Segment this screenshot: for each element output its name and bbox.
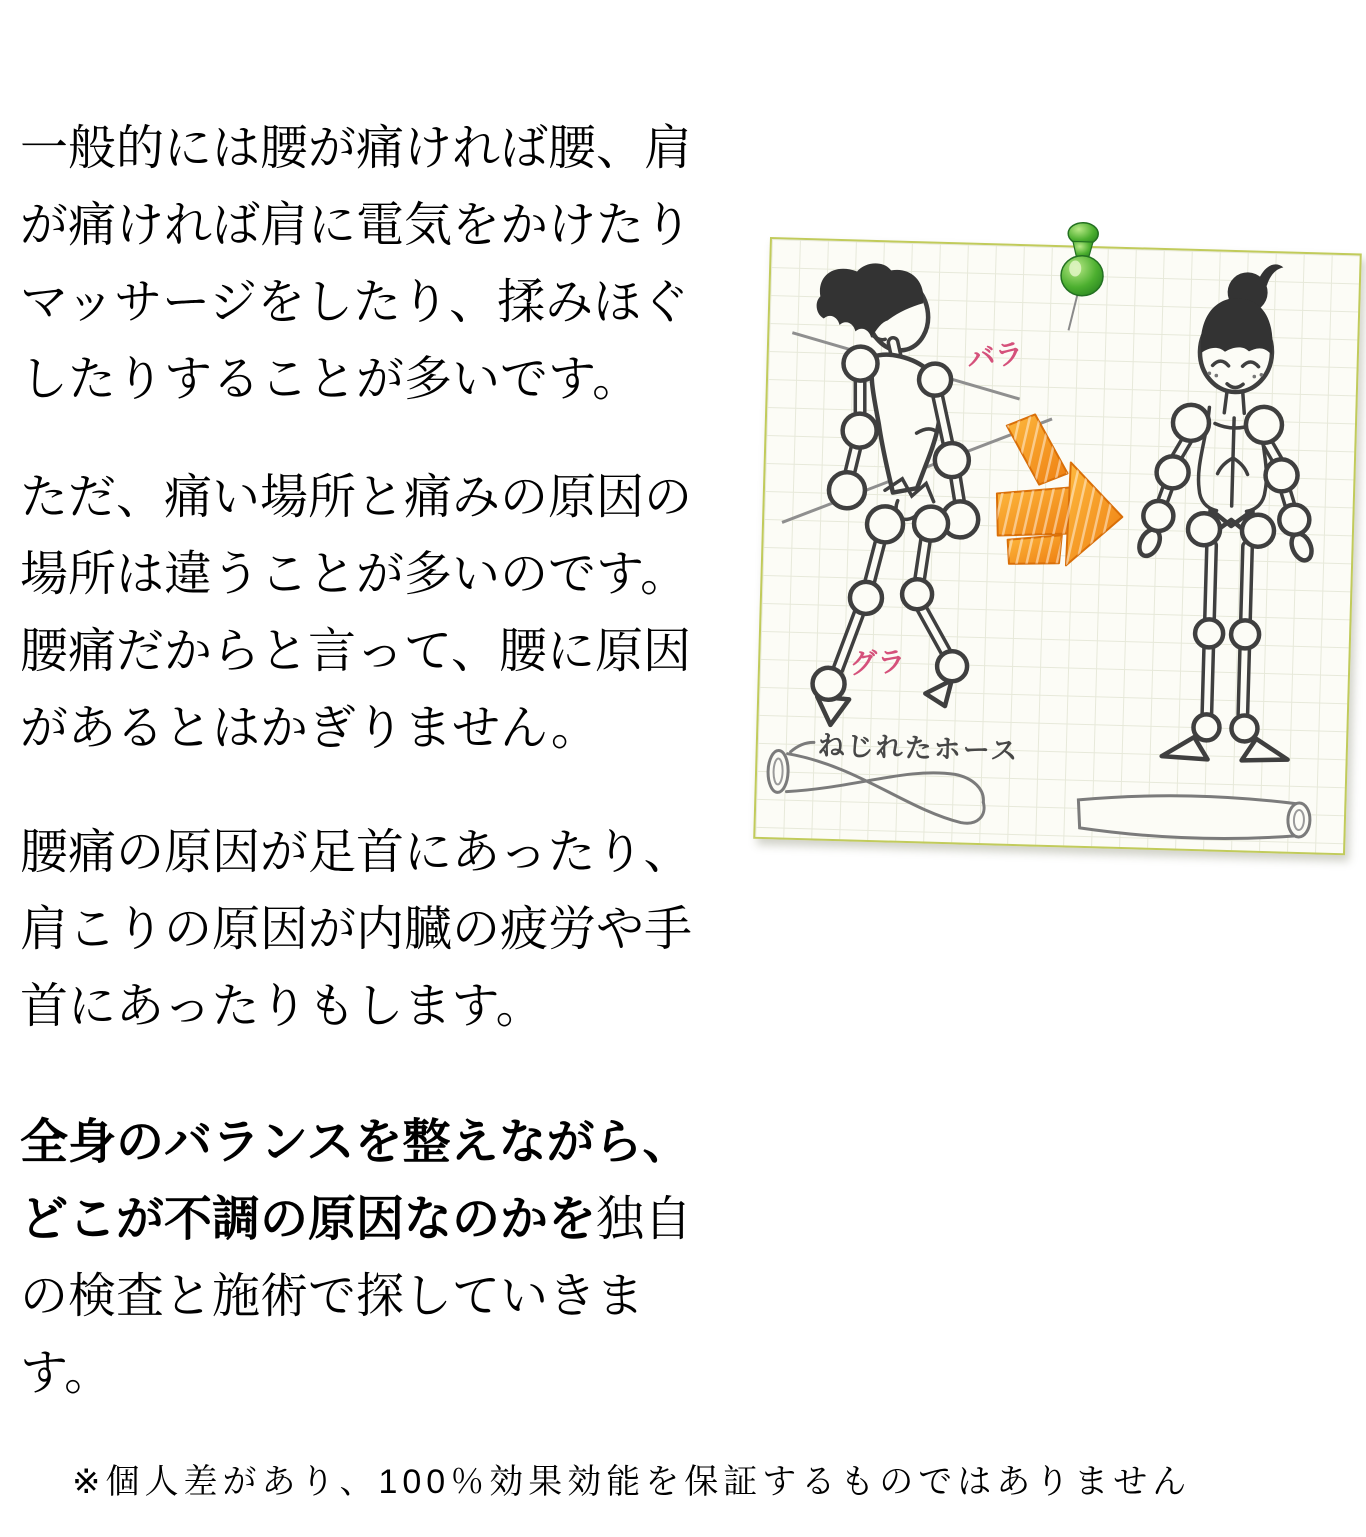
pushpin-icon [1060, 222, 1105, 331]
label-twisted-hose: ねじれたホース [817, 730, 1020, 767]
paragraph-balance-emphasis [20, 1104, 692, 1412]
text-line: 腰痛の原因が足首にあったり、 [20, 826, 692, 879]
label-shoulder-tilt: バラ [965, 337, 1025, 375]
text-line: したりすることが多いです。 [20, 353, 641, 406]
text-line: ただ、痛い場所と痛みの原因の [20, 471, 693, 524]
text-line: 腰痛だからと言って、腰に原因 [20, 625, 692, 678]
bangs-hair [1200, 297, 1273, 355]
text-line: す。 [20, 1347, 113, 1400]
paragraph-general-treatment [20, 110, 692, 418]
text-line-bold: 全身のバランスを整えながら、 [20, 1116, 691, 1169]
text-line: マッサージをしたり、揉みほぐ [20, 276, 690, 329]
text-segment: 独自 [596, 1193, 693, 1246]
before-after-skeleton-drawing [755, 239, 1359, 853]
text-line: 肩こりの原因が内臓の疲労や手 [20, 903, 693, 956]
paragraph-cause-examples [20, 814, 692, 1045]
arrow-icon [964, 405, 1133, 580]
text-line: 場所は違うことが多いのです。 [20, 548, 689, 601]
text-line: 首にあったりもします。 [20, 980, 544, 1033]
text-line: の検査と施術で探していきま [20, 1270, 645, 1323]
text-line: が痛ければ肩に電気をかけたり [20, 199, 693, 252]
text-line: があるとはかぎりません。 [20, 702, 599, 755]
label-wobble: グラ [848, 646, 907, 680]
twisted-hose [767, 729, 1020, 824]
text-segment-bold: どこが不調の原因なのかを [20, 1193, 597, 1246]
paragraph-pain-location [20, 459, 692, 767]
pinned-note-illustration [753, 237, 1362, 855]
straight-hose [1077, 793, 1310, 842]
balanced-figure [1130, 261, 1324, 763]
text-line: 一般的には腰が痛ければ腰、肩 [20, 122, 693, 175]
disclaimer-note: ※個人差があり、100％効果効能を保証するものではありません [72, 1463, 1192, 1501]
